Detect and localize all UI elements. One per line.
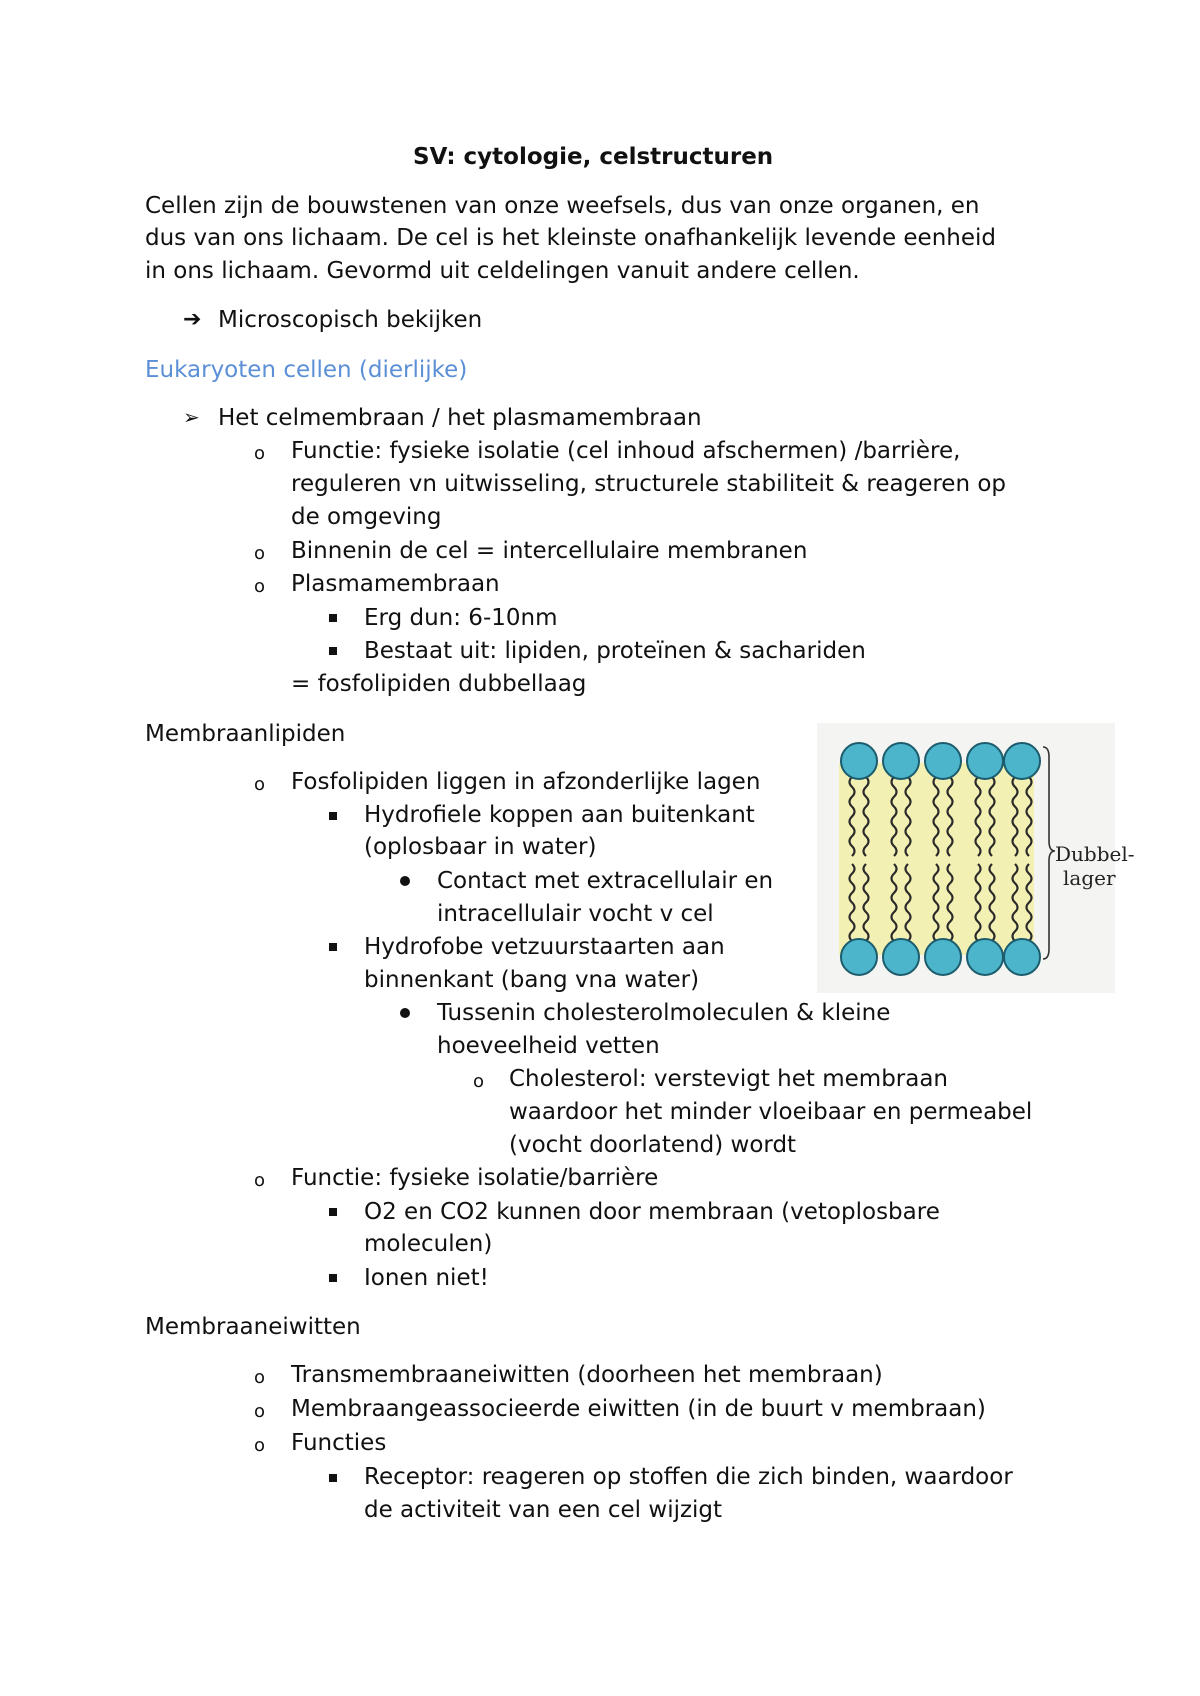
circle-bullet-icon: o — [254, 1367, 266, 1388]
fosfolipiden-line: = fosfolipiden dubbellaag — [291, 671, 587, 697]
intro-line-2: dus van ons lichaam. De cel is het kleinste onafhankelijk levende eenheid — [145, 225, 996, 251]
circle-bullet-icon: o — [254, 1401, 266, 1422]
lipiden-functie-item: Functie: fysieke isolatie/barrière — [291, 1165, 659, 1191]
hydrofiel-line-2: (oplosbaar in water) — [364, 834, 597, 860]
square-bullet-icon — [329, 812, 337, 820]
dun-item: Erg dun: 6-10nm — [364, 605, 558, 631]
cholesterol-line-1: Cholesterol: verstevigt het membraan — [509, 1066, 949, 1092]
dot-bullet-icon — [400, 876, 410, 886]
figure-label-1: Dubbel- — [1055, 842, 1135, 866]
bestaat-item: Bestaat uit: lipiden, proteïnen & sachariden — [364, 638, 866, 664]
lipid-head-lower — [841, 939, 877, 975]
ionen-item: Ionen niet! — [364, 1265, 489, 1291]
lipid-head-lower — [967, 939, 1003, 975]
lipid-head-upper — [883, 743, 919, 779]
trans-item: Transmembraaneiwitten (doorheen het membraan) — [291, 1362, 883, 1388]
contact-line-1: Contact met extracellulair en — [437, 868, 774, 894]
circle-bullet-icon: o — [473, 1071, 485, 1092]
functie-line-3: de omgeving — [291, 504, 442, 530]
circle-bullet-icon: o — [254, 774, 266, 795]
celmembraan-item: Het celmembraan / het plasmamembraan — [218, 405, 702, 431]
circle-bullet-icon: o — [254, 576, 266, 597]
binnenin-item: Binnenin de cel = intercellulaire membranen — [291, 538, 808, 564]
plasmamembraan-item: Plasmamembraan — [291, 571, 500, 597]
heading-membraanlipiden: Membraanlipiden — [145, 721, 346, 747]
heading-membraaneiwitten: Membraaneiwitten — [145, 1314, 361, 1340]
lipid-head-lower — [925, 939, 961, 975]
lipid-head-upper — [841, 743, 877, 779]
circle-bullet-icon: o — [254, 1170, 266, 1191]
functie-line-2: reguleren vn uitwisseling, structurele stabiliteit & reageren op — [291, 471, 1007, 497]
intro-line-3: in ons lichaam. Gevormd uit celdelingen vanuit andere cellen. — [145, 258, 860, 284]
square-bullet-icon — [329, 1208, 337, 1216]
page-title: SV: cytologie, celstructuren — [413, 144, 774, 170]
phospholipid-bilayer-figure — [817, 723, 1135, 993]
square-bullet-icon — [329, 943, 337, 951]
o2-line-1: O2 en CO2 kunnen door membraan (vetoplosbare — [364, 1199, 940, 1225]
hydrofiel-line-1: Hydrofiele koppen aan buitenkant — [364, 802, 755, 828]
arrow-bullet-icon: ➔ — [183, 307, 202, 332]
lipid-head-lower — [1004, 939, 1040, 975]
tussenin-line-1: Tussenin cholesterolmoleculen & kleine — [437, 1000, 891, 1026]
circle-bullet-icon: o — [254, 443, 266, 464]
tussenin-line-2: hoeveelheid vetten — [437, 1033, 660, 1059]
lipid-head-upper — [925, 743, 961, 779]
square-bullet-icon — [329, 1474, 337, 1482]
circle-bullet-icon: o — [254, 543, 266, 564]
lagen-item: Fosfolipiden liggen in afzonderlijke lagen — [291, 769, 761, 795]
receptor-line-1: Receptor: reageren op stoffen die zich binden, waardoor — [364, 1464, 1013, 1490]
functie-line-1: Functie: fysieke isolatie (cel inhoud afschermen) /barrière, — [291, 438, 961, 464]
cholesterol-line-2: waardoor het minder vloeibaar en permeabel — [509, 1099, 1033, 1125]
cholesterol-line-3: (vocht doorlatend) wordt — [509, 1132, 797, 1158]
functies-item: Functies — [291, 1430, 387, 1456]
geass-item: Membraangeassocieerde eiwitten (in de buurt v membraan) — [291, 1396, 986, 1422]
contact-line-2: intracellulair vocht v cel — [437, 901, 714, 927]
arrowhead-bullet-icon: ➢ — [183, 405, 200, 429]
hydrofoob-line-1: Hydrofobe vetzuurstaarten aan — [364, 934, 725, 960]
arrow-item: Microscopisch bekijken — [218, 307, 483, 333]
heading-eukaryoten: Eukaryoten cellen (dierlijke) — [145, 357, 468, 383]
circle-bullet-icon: o — [254, 1435, 266, 1456]
lipid-head-upper — [967, 743, 1003, 779]
intro-line-1: Cellen zijn de bouwstenen van onze weefsels, dus van onze organen, en — [145, 193, 980, 219]
o2-line-2: moleculen) — [364, 1231, 493, 1257]
square-bullet-icon — [329, 614, 337, 622]
dot-bullet-icon — [400, 1008, 410, 1018]
lipid-head-upper — [1004, 743, 1040, 779]
lipid-head-lower — [883, 939, 919, 975]
square-bullet-icon — [329, 1274, 337, 1282]
hydrofoob-line-2: binnenkant (bang vna water) — [364, 967, 700, 993]
square-bullet-icon — [329, 647, 337, 655]
receptor-line-2: de activiteit van een cel wijzigt — [364, 1497, 723, 1523]
figure-label-2: lager — [1063, 866, 1116, 890]
